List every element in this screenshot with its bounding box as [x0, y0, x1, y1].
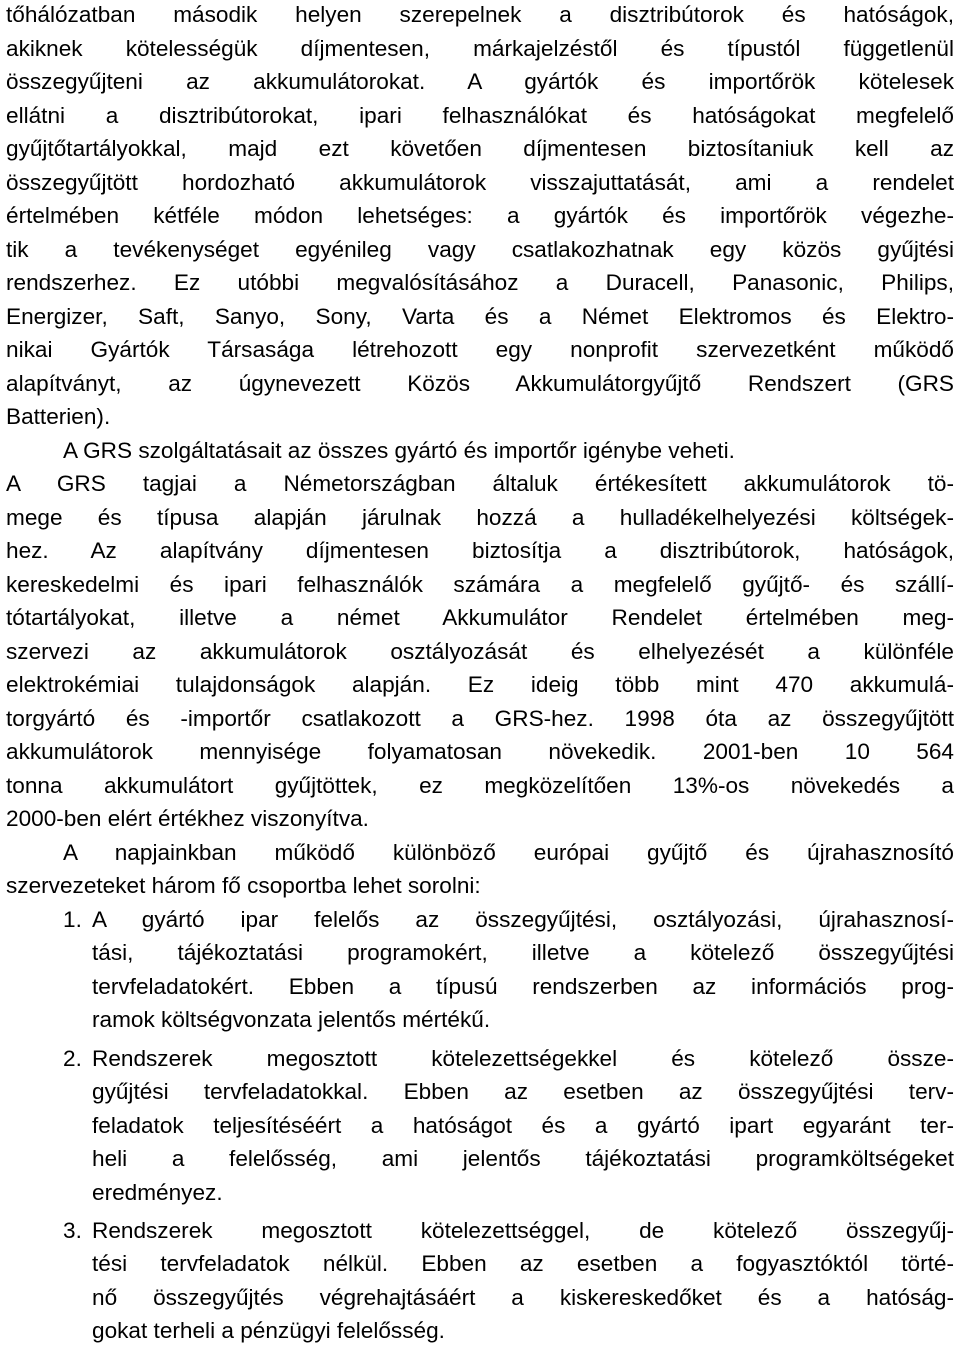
list-item-2-line-3: feladatok teljesítéséért a hatóságot és a gyártó ipart egyaránt ter- [92, 1113, 954, 1138]
list-item-2-line-4: heli a felelősség, ami jelentős tájékoztatási programköltségeket [92, 1146, 954, 1171]
paragraph-2-line-2: A GRS tagjai a Németországban általuk értékesített akkumulátorok tö- [6, 471, 954, 496]
paragraph-3-line-2: szervezeteket három fő csoportba lehet sorolni: [6, 873, 481, 898]
list-item-3-line-3: nő összegyűjtés végrehajtásáért a kiskereskedőket és a hatóság- [92, 1285, 954, 1310]
list-item-2-line-2: gyűjtési tervfeladatokkal. Ebben az esetben az összegyűjtési terv- [92, 1079, 954, 1104]
paragraph-1-line-7: értelmében kétféle módon lehetséges: a gyártók és importőrök végezhe- [6, 203, 954, 228]
paragraph-2-line-10: akkumulátorok mennyisége folyamatosan növekedik. 2001-ben 10 564 [6, 739, 954, 764]
paragraph-2-line-3: mege és típusa alapján járulnak hozzá a hulladékelhelyezési költségek- [6, 505, 954, 530]
paragraph-2-line-5: kereskedelmi és ipari felhasználók számára a megfelelő gyűjtő- és szállí- [6, 572, 954, 597]
paragraph-2-line-9: torgyártó és -importőr csatlakozott a GRS-hez. 1998 óta az összegyűjtött [6, 706, 954, 731]
paragraph-1-line-10: Energizer, Saft, Sanyo, Sony, Varta és a Német Elektromos és Elektro- [6, 304, 954, 329]
list-item-1-line-4: ramok költségvonzata jelentős mértékű. [92, 1007, 491, 1032]
paragraph-3-line-1: A napjainkban működő különböző európai gyűjtő és újrahasznosító [63, 840, 954, 865]
list-item-1-number: 1. [63, 907, 82, 932]
paragraph-2-line-11: tonna akkumulátort gyűjtöttek, ez megközelítően 13%-os növekedés a [6, 773, 954, 798]
paragraph-2-line-12: 2000-ben elért értékhez viszonyítva. [6, 806, 369, 831]
paragraph-1-line-11: nikai Gyártók Társasága létrehozott egy nonprofit szervezetként működő [6, 337, 954, 362]
paragraph-1-line-2: akiknek kötelességük díjmentesen, márkajelzéstől és típustól függetlenül [6, 36, 954, 61]
list-item-3-line-1 [63, 1214, 954, 1248]
paragraph-2-line-7: szervezi az akkumulátorok osztályozását és elhelyezését a különféle [6, 639, 954, 664]
paragraph-1-line-6: összegyűjtött hordozható akkumulátorok visszajuttatását, ami a rendelet [6, 170, 954, 195]
paragraph-1-line-5: gyűjtőtartályokkal, majd ezt követően díjmentesen biztosítaniuk kell az [6, 136, 954, 161]
paragraph-1-line-8: tik a tevékenységet egyénileg vagy csatlakozhatnak egy közös gyűjtési [6, 237, 954, 262]
list-item-3-text: Rendszerek megosztott kötelezettséggel, de kötelező összegyűj- [92, 1218, 954, 1243]
list-item-1-text: A gyártó ipar felelős az összegyűjtési, osztályozási, újrahasznosí- [92, 907, 954, 932]
list-item-3-number: 3. [63, 1218, 82, 1243]
paragraph-2-line-4: hez. Az alapítvány díjmentesen biztosítja a disztribútorok, hatóságok, [6, 538, 954, 563]
paragraph-2-line-6: tótartályokat, illetve a német Akkumulátor Rendelet értelmében meg- [6, 605, 954, 630]
list-item-1-line-3: tervfeladatokért. Ebben a típusú rendszerben az információs prog- [92, 974, 954, 999]
list-item-3-line-4: gokat terheli a pénzügyi felelősség. [92, 1318, 445, 1343]
paragraph-1-line-1: tőhálózatban második helyen szerepelnek a disztribútorok és hatóságok, [6, 2, 954, 27]
paragraph-2-line-8: elektrokémiai tulajdonságok alapján. Ez ideig több mint 470 akkumulá- [6, 672, 954, 697]
paragraph-2-line-1: A GRS szolgáltatásait az összes gyártó és importőr igénybe veheti. [63, 438, 735, 463]
list-item-2-line-1 [63, 1042, 954, 1076]
paragraph-1-line-13: Batterien). [6, 404, 111, 429]
paragraph-1-line-4: ellátni a disztribútorokat, ipari felhasználókat és hatóságokat megfelelő [6, 103, 954, 128]
list-item-2-line-5: eredményez. [92, 1180, 223, 1205]
list-item-2-number: 2. [63, 1046, 82, 1071]
list-item-1-line-2: tási, tájékoztatási programokért, illetve a kötelező összegyűjtési [92, 940, 954, 965]
list-item-2-text: Rendszerek megosztott kötelezettségekkel és kötelező össze- [92, 1046, 954, 1071]
paragraph-1-line-3: összegyűjteni az akkumulátorokat. A gyártók és importőrök kötelesek [6, 69, 954, 94]
paragraph-1-line-12: alapítványt, az úgynevezett Közös Akkumulátorgyűjtő Rendszert (GRS [6, 371, 954, 396]
list-item-3-line-2: tési tervfeladatok nélkül. Ebben az esetben a fogyasztóktól törté- [92, 1251, 954, 1276]
paragraph-1-line-9: rendszerhez. Ez utóbbi megvalósításához a Duracell, Panasonic, Philips, [6, 270, 954, 295]
list-item-1-line-1 [63, 903, 954, 937]
